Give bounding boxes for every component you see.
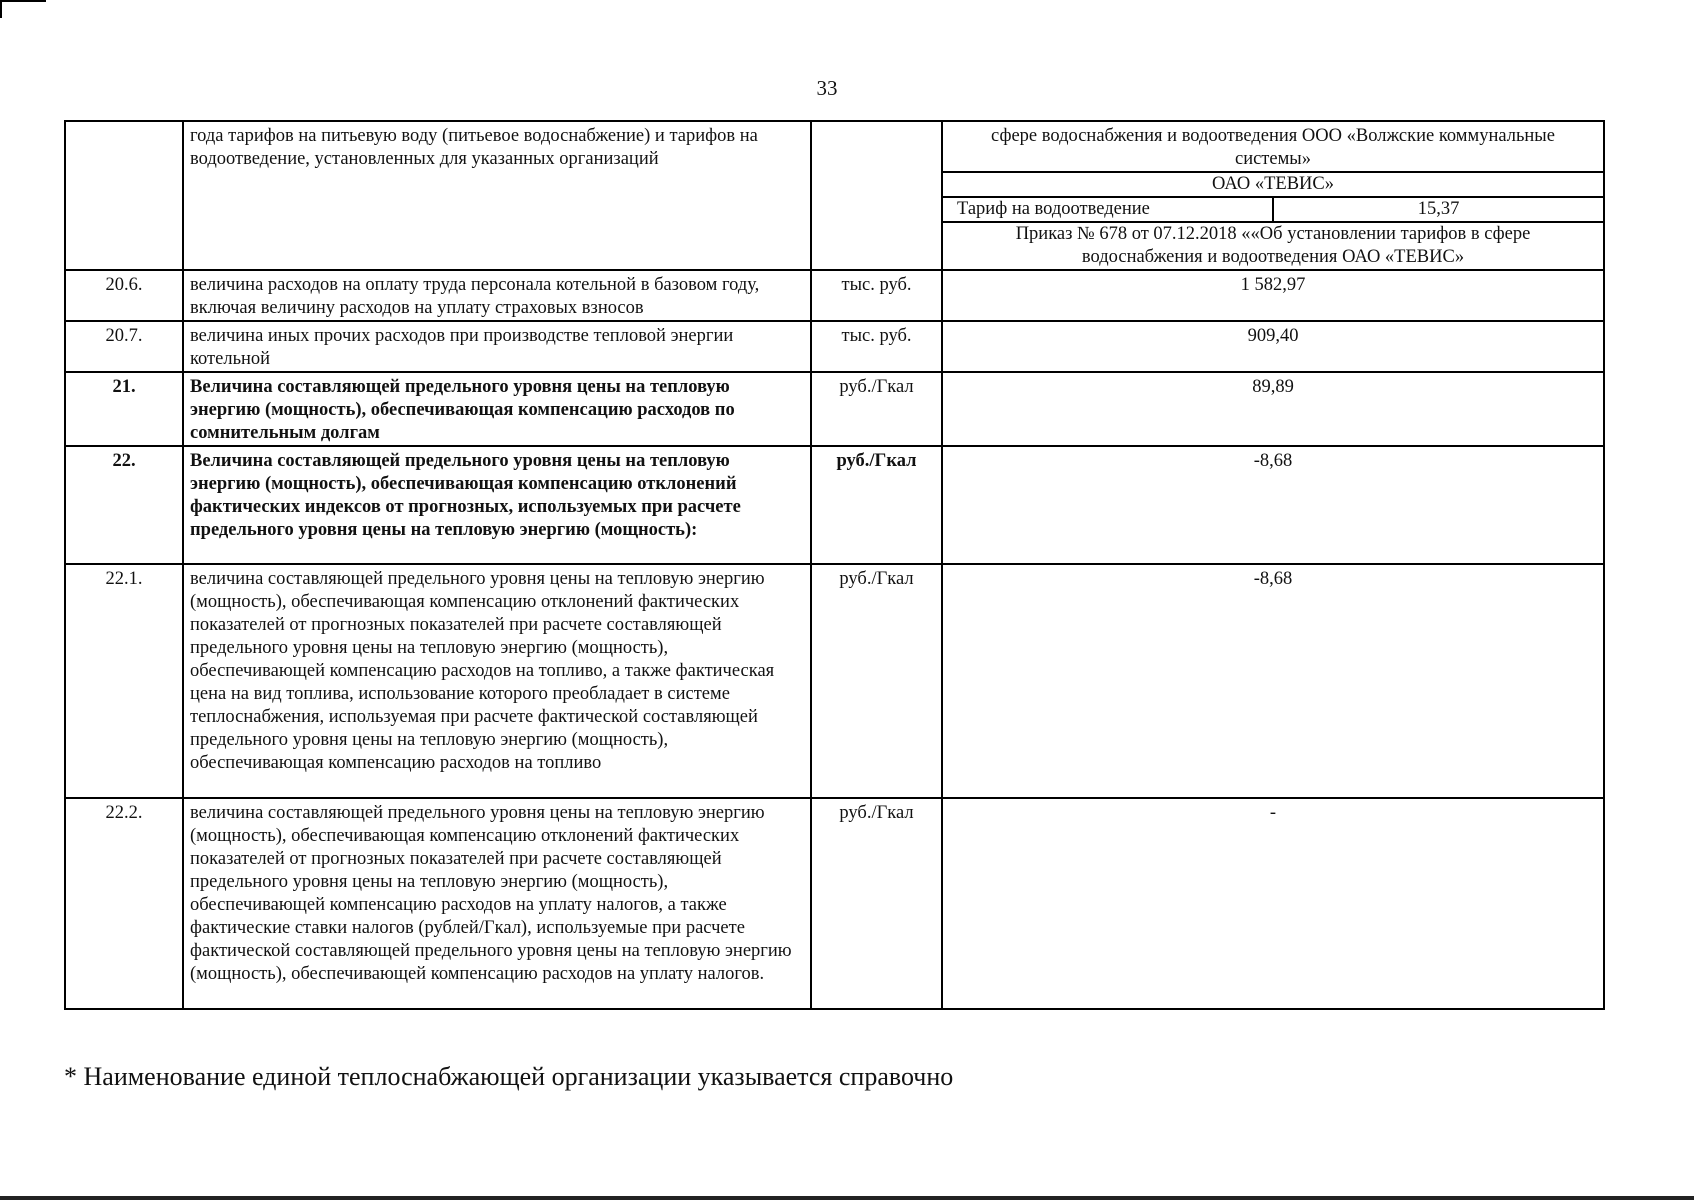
row-number: 22.1. (65, 564, 183, 798)
row-number: 22.2. (65, 798, 183, 1009)
row-unit: тыс. руб. (811, 321, 942, 372)
row-number: 20.7. (65, 321, 183, 372)
row-description: величина расходов на оплату труда персонала котельной в базовом году, включая величину расходов на уплату страховых взносов (183, 270, 811, 321)
nested-value-table (943, 122, 1603, 269)
row-description: года тарифов на питьевую воду (питьевое водоснабжение) и тарифов на водоотведение, установленных для указанных организаций (183, 121, 811, 270)
row-unit: руб./Гкал (811, 372, 942, 446)
footnote: * Наименование единой теплоснабжающей организации указывается справочно (64, 1062, 954, 1091)
row-value-nested (942, 121, 1604, 270)
nested-tariff-label: Тариф на водоотведение (943, 197, 1273, 222)
row-description: Величина составляющей предельного уровня цены на тепловую энергию (мощность), обеспечивающая компенсацию отклонений фактических индексов от прогнозных, используемых при расчете предельного уровня цены на тепловую энергию (мощность): (183, 446, 811, 564)
tariff-table (64, 120, 1605, 1010)
table-row (65, 564, 1604, 798)
row-number: 20.6. (65, 270, 183, 321)
table-row (65, 121, 1604, 270)
row-number: 21. (65, 372, 183, 446)
nested-tariff-value: 15,37 (1273, 197, 1603, 222)
row-number: 22. (65, 446, 183, 564)
row-unit: руб./Гкал (811, 564, 942, 798)
row-value: 89,89 (942, 372, 1604, 446)
row-description: величина составляющей предельного уровня цены на тепловую энергию (мощность), обеспечивающая компенсацию отклонений фактических показателей от прогнозных показателей при расчете составляющей предельного уровня цены на тепловую энергию (мощность), обеспечивающей компенсацию расходов на уплату налогов, а также фактические ставки налогов (рублей/Гкал), используемые при расчете фактической составляющей предельного уровня цены на тепловую энергию (мощность), обеспечивающей компенсацию расходов на уплату налогов. (183, 798, 811, 1009)
row-value: - (942, 798, 1604, 1009)
row-value: -8,68 (942, 446, 1604, 564)
row-value: 1 582,97 (942, 270, 1604, 321)
row-description: величина иных прочих расходов при производстве тепловой энергии котельной (183, 321, 811, 372)
row-description: Величина составляющей предельного уровня цены на тепловую энергию (мощность), обеспечивающая компенсацию расходов по сомнительным долгам (183, 372, 811, 446)
table-row (65, 446, 1604, 564)
row-unit (811, 121, 942, 270)
row-number (65, 121, 183, 270)
table-row (65, 270, 1604, 321)
row-unit: руб./Гкал (811, 798, 942, 1009)
row-unit: руб./Гкал (811, 446, 942, 564)
table-row (65, 798, 1604, 1009)
nested-line-order: Приказ № 678 от 07.12.2018 ««Об установлении тарифов в сфере водоснабжения и водоотведения ОАО «ТЕВИС» (943, 222, 1603, 269)
scan-bottom-edge (0, 1196, 1694, 1200)
scan-edge-mark (0, 0, 46, 2)
nested-line-org: сфере водоснабжения и водоотведения ООО «Волжские коммунальные системы» (991, 126, 1555, 169)
page-number: 33 (816, 76, 838, 100)
row-value: 909,40 (942, 321, 1604, 372)
row-description: величина составляющей предельного уровня цены на тепловую энергию (мощность), обеспечивающая компенсацию отклонений фактических показателей от прогнозных показателей при расчете составляющей предельного уровня цены на тепловую энергию (мощность), обеспечивающей компенсацию расходов на топливо, а также фактическая цена на вид топлива, использование которого преобладает в системе теплоснабжения, используемая при расчете фактической составляющей предельного уровня цены на тепловую энергию (мощность), обеспечивающая компенсацию расходов на топливо (183, 564, 811, 798)
table-row (65, 321, 1604, 372)
scan-edge-mark-vertical (0, 0, 2, 18)
row-unit: тыс. руб. (811, 270, 942, 321)
row-value: -8,68 (942, 564, 1604, 798)
nested-line-company: ОАО «ТЕВИС» (943, 172, 1603, 197)
table-row (65, 372, 1604, 446)
